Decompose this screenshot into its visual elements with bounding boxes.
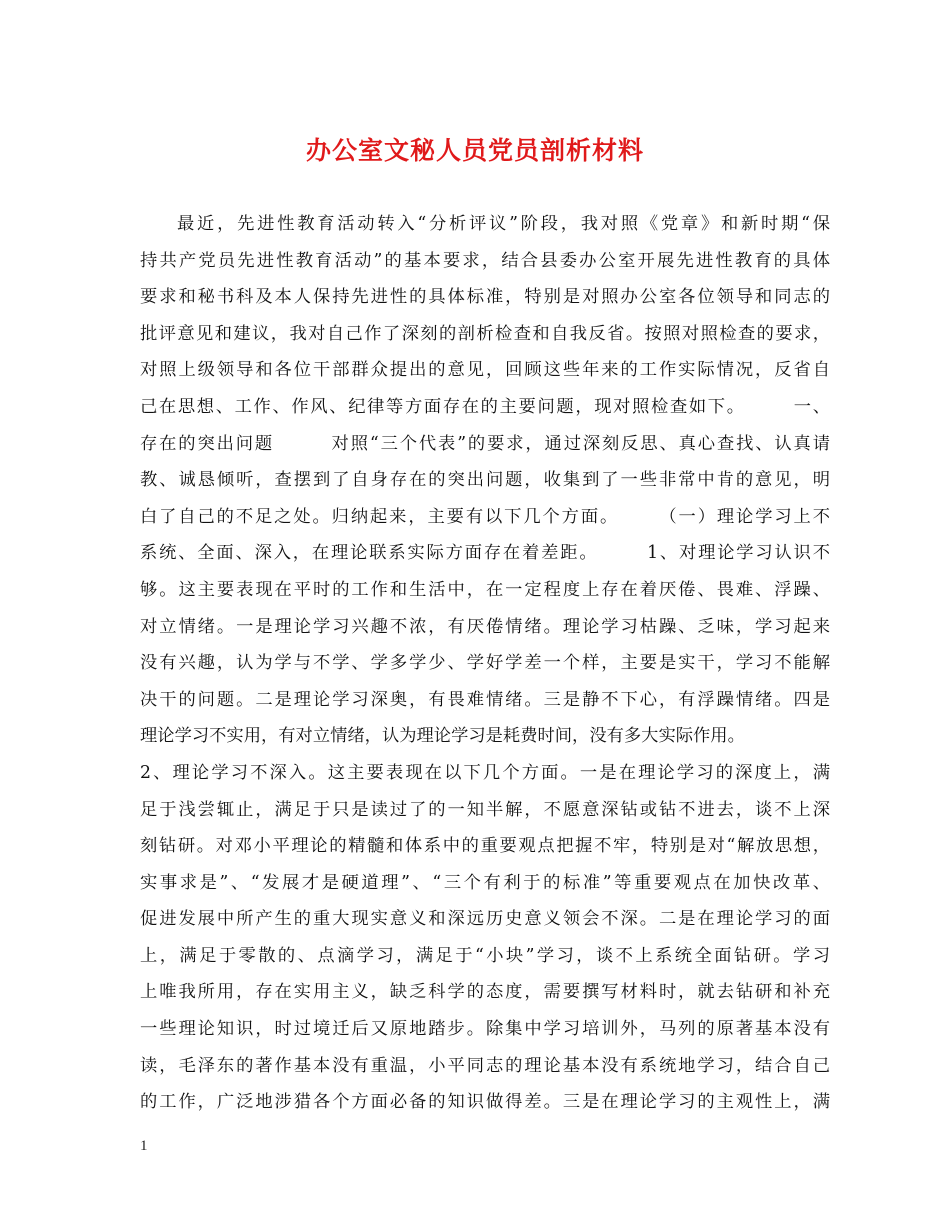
body-line: 读，毛泽东的著作基本没有重温，小平同志的理论基本没有系统地学习，结合自己 xyxy=(140,1055,830,1076)
body-line: 决干的问题。二是理论学习深奥，有畏难情绪。三是静不下心，有浮躁情绪。四是 xyxy=(140,689,830,710)
body-line: 促进发展中所产生的重大现实意义和深远历史意义领会不深。二是在理论学习的面 xyxy=(140,909,830,930)
body-line: 够。这主要表现在平时的工作和生活中，在一定程度上存在着厌倦、畏难、浮躁、 xyxy=(140,579,830,600)
body-line: 己在思想、工作、作风、纪律等方面存在的主要问题，现对照检查如下。 一、 xyxy=(140,396,830,417)
body-line: 持共产党员先进性教育活动”的基本要求，结合县委办公室开展先进性教育的具体 xyxy=(140,250,830,271)
page-number: 1 xyxy=(140,1138,148,1154)
body-line: 最近，先进性教育活动转入“分析评议”阶段，我对照《党章》和新时期“保 xyxy=(177,214,830,234)
body-line: 白了自己的不足之处。归纳起来，主要有以下几个方面。 （一）理论学习上不 xyxy=(140,506,830,527)
body-line: 实事求是”、“发展才是硬道理”、“三个有利于的标准”等重要观点在加快改革、 xyxy=(140,872,830,893)
document-title: 办公室文秘人员党员剖析材料 xyxy=(305,136,644,165)
body-line: 足于浅尝辄止，满足于只是读过了的一知半解，不愿意深钻或钻不进去，谈不上深 xyxy=(140,799,830,820)
body-line: 上，满足于零散的、点滴学习，满足于“小块”学习，谈不上系统全面钻研。学习 xyxy=(140,945,830,966)
body-line: 理论学习不实用，有对立情绪，认为理论学习是耗费时间，没有多大实际作用。 xyxy=(140,726,745,747)
body-line: 的工作，广泛地涉猎各个方面必备的知识做得差。三是在理论学习的主观性上，满 xyxy=(140,1092,830,1113)
document-body xyxy=(140,206,830,1121)
body-line: 刻钻研。对邓小平理论的精髓和体系中的重要观点把握不牢，特别是对“解放思想， xyxy=(140,836,830,857)
body-line: 2、理论学习不深入。这主要表现在以下几个方面。一是在理论学习的深度上，满 xyxy=(140,762,830,783)
body-line: 没有兴趣，认为学与不学、学多学少、学好学差一个样，主要是实干，学习不能解 xyxy=(140,653,830,674)
body-line: 存在的突出问题 对照“三个代表”的要求，通过深刻反思、真心查找、认真请 xyxy=(140,433,830,454)
body-line: 教、诚恳倾听，查摆到了自身存在的突出问题，收集到了一些非常中肯的意见，明 xyxy=(140,470,830,491)
body-line: 要求和秘书科及本人保持先进性的具体标准，特别是对照办公室各位领导和同志的 xyxy=(140,287,830,308)
body-line: 系统、全面、深入，在理论联系实际方面存在着差距。 1、对理论学习认识不 xyxy=(140,543,830,564)
body-line: 批评意见和建议，我对自己作了深刻的剖析检查和自我反省。按照对照检查的要求， xyxy=(140,323,830,344)
body-line: 上唯我所用，存在实用主义，缺乏科学的态度，需要撰写材料时，就去钻研和补充 xyxy=(140,982,830,1003)
body-line: 一些理论知识，时过境迁后又原地踏步。除集中学习培训外，马列的原著基本没有 xyxy=(140,1019,830,1040)
body-line: 对照上级领导和各位干部群众提出的意见，回顾这些年来的工作实际情况，反省自 xyxy=(140,360,830,381)
body-line: 对立情绪。一是理论学习兴趣不浓，有厌倦情绪。理论学习枯躁、乏味，学习起来 xyxy=(140,616,830,637)
